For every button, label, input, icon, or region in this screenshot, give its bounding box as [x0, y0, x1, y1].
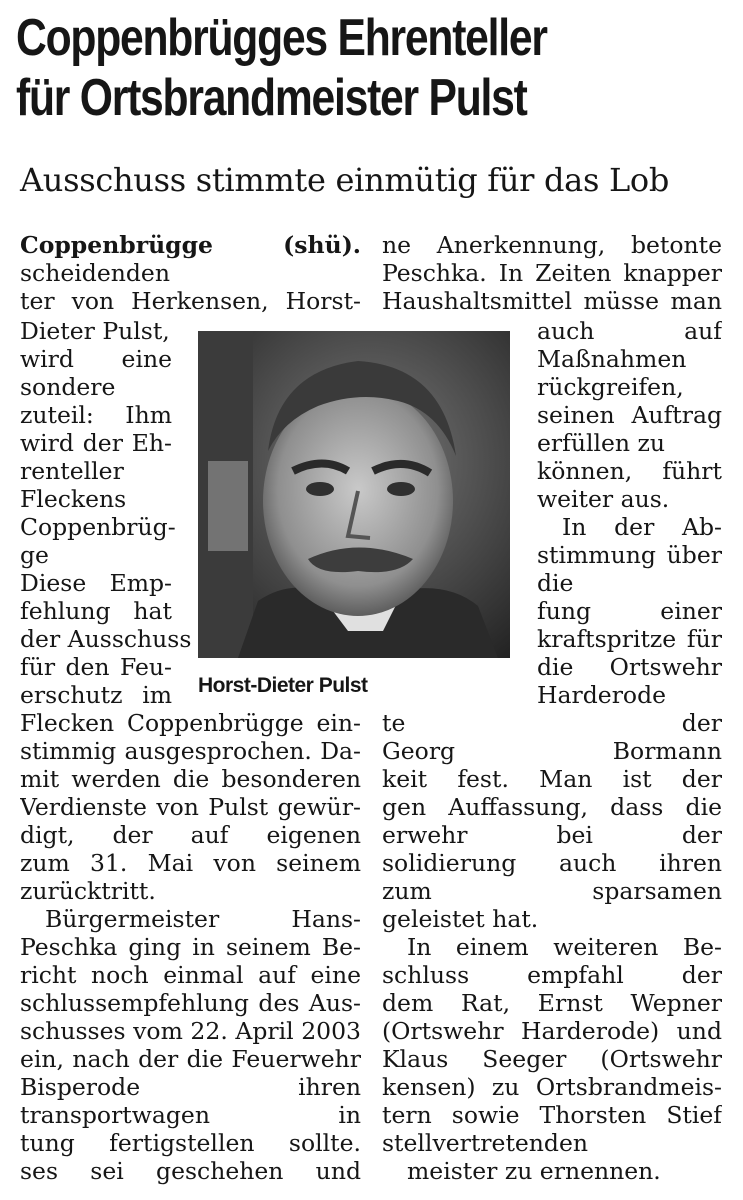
body-line: weiter aus. — [537, 485, 670, 513]
body-line: kensen) zu Ortsbrandmeis- — [382, 1073, 722, 1101]
body-line: für den Feu- — [20, 653, 172, 681]
headline-line-1: Coppenbrügges Ehrenteller — [16, 9, 547, 67]
body-line — [20, 231, 361, 259]
body-line: können, führt — [537, 457, 722, 485]
body-line: zum sparsamen — [382, 877, 722, 905]
subheadline: Ausschuss stimmte einmütig für das Lob — [20, 161, 670, 199]
body-line: auch auf — [537, 317, 722, 345]
body-line: Harderode — [537, 681, 667, 709]
body-line: meister zu ernennen. — [407, 1157, 661, 1185]
body-line: Verdienste von Pulst gewür- — [20, 793, 361, 821]
body-line: die — [537, 569, 574, 597]
body-line: digt, der auf eigenen — [20, 821, 361, 849]
body-line: schusses vom 22. April 2003 — [20, 1017, 361, 1045]
body-line: Maßnahmen — [537, 345, 687, 373]
headline-line-2: für Ortsbrandmeister Pulst — [16, 69, 527, 127]
body-line: Peschka ging in seinem Be- — [20, 933, 361, 961]
photo-caption: Horst-Dieter Pulst — [198, 674, 368, 697]
body-line: Flecken Coppenbrügge ein- — [20, 709, 361, 737]
body-line: In der Ab- — [562, 513, 722, 541]
body-line: wird der Eh- — [20, 429, 172, 457]
body-line: Klaus Seeger (Ortswehr — [382, 1045, 722, 1073]
body-line: die Ortswehr — [537, 653, 722, 681]
body-line: erwehr bei der — [382, 821, 722, 849]
body-line: renteller — [20, 457, 124, 485]
body-line: erfüllen zu — [537, 429, 666, 457]
body-line: transportwagen in — [20, 1101, 361, 1129]
body-line: geleistet hat. — [382, 905, 539, 933]
body-line: stellvertretenden — [382, 1129, 589, 1157]
body-line: keit fest. Man ist der — [382, 765, 722, 793]
body-line: schlussempfehlung des Aus- — [20, 989, 361, 1017]
body-line: Georg Bormann — [382, 737, 722, 765]
body-line: der Ausschuss — [20, 625, 192, 653]
body-line: Fleckens — [20, 485, 127, 513]
body-line: fehlung hat — [20, 597, 172, 625]
body-line: dem Rat, Ernst Wepner — [382, 989, 722, 1017]
body-line: gen Auffassung, dass die — [382, 793, 722, 821]
body-line: seinen Auftrag — [537, 401, 722, 429]
body-line: wird eine — [20, 345, 172, 373]
headline — [16, 8, 606, 128]
body-line: rückgreifen, — [537, 373, 684, 401]
body-line: stimmung über — [537, 541, 722, 569]
body-line: Bisperode ihren — [20, 1073, 361, 1101]
body-line: Coppenbrüg- — [20, 513, 176, 541]
body-line: ses sei geschehen und — [20, 1157, 361, 1185]
body-line: stimmig ausgesprochen. Da- — [20, 737, 361, 765]
body-line: ein, nach der die Feuerwehr — [20, 1045, 361, 1073]
portrait-photo — [198, 331, 510, 658]
body-line: ter von Herkensen, Horst- — [20, 287, 361, 315]
body-line: scheidenden — [20, 259, 170, 287]
body-line: erschutz im — [20, 681, 172, 709]
body-line: Peschka. In Zeiten knapper — [382, 259, 722, 287]
body-line: sondere — [20, 373, 116, 401]
body-line: richt noch einmal auf eine — [20, 961, 361, 989]
body-line: te der — [382, 709, 722, 737]
body-line: zurücktritt. — [20, 877, 156, 905]
body-line: schluss empfahl der — [382, 961, 722, 989]
body-line: zum 31. Mai von seinem — [20, 849, 361, 877]
body-line: ge — [20, 541, 49, 569]
body-line: tern sowie Thorsten Stief — [382, 1101, 722, 1129]
body-line: kraftspritze für — [537, 625, 722, 653]
body-line: Diese Emp- — [20, 569, 172, 597]
body-line: In einem weiteren Be- — [407, 933, 722, 961]
body-line: mit werden die besonderen — [20, 765, 361, 793]
body-line: tung fertigstellen sollte. — [20, 1129, 361, 1157]
dateline: Coppenbrügge (shü). — [20, 231, 361, 259]
body-line: Haushaltsmittel müsse man — [382, 287, 722, 315]
body-line: zuteil: Ihm — [20, 401, 172, 429]
portrait-illustration — [198, 331, 510, 658]
body-line: solidierung auch ihren — [382, 849, 722, 877]
body-line: fung einer — [537, 597, 722, 625]
body-line: Dieter Pulst, — [20, 317, 170, 345]
body-line: (Ortswehr Harderode) und — [382, 1017, 722, 1045]
body-line: Bürgermeister Hans- — [45, 905, 361, 933]
body-line: ne Anerkennung, betonte — [382, 231, 722, 259]
